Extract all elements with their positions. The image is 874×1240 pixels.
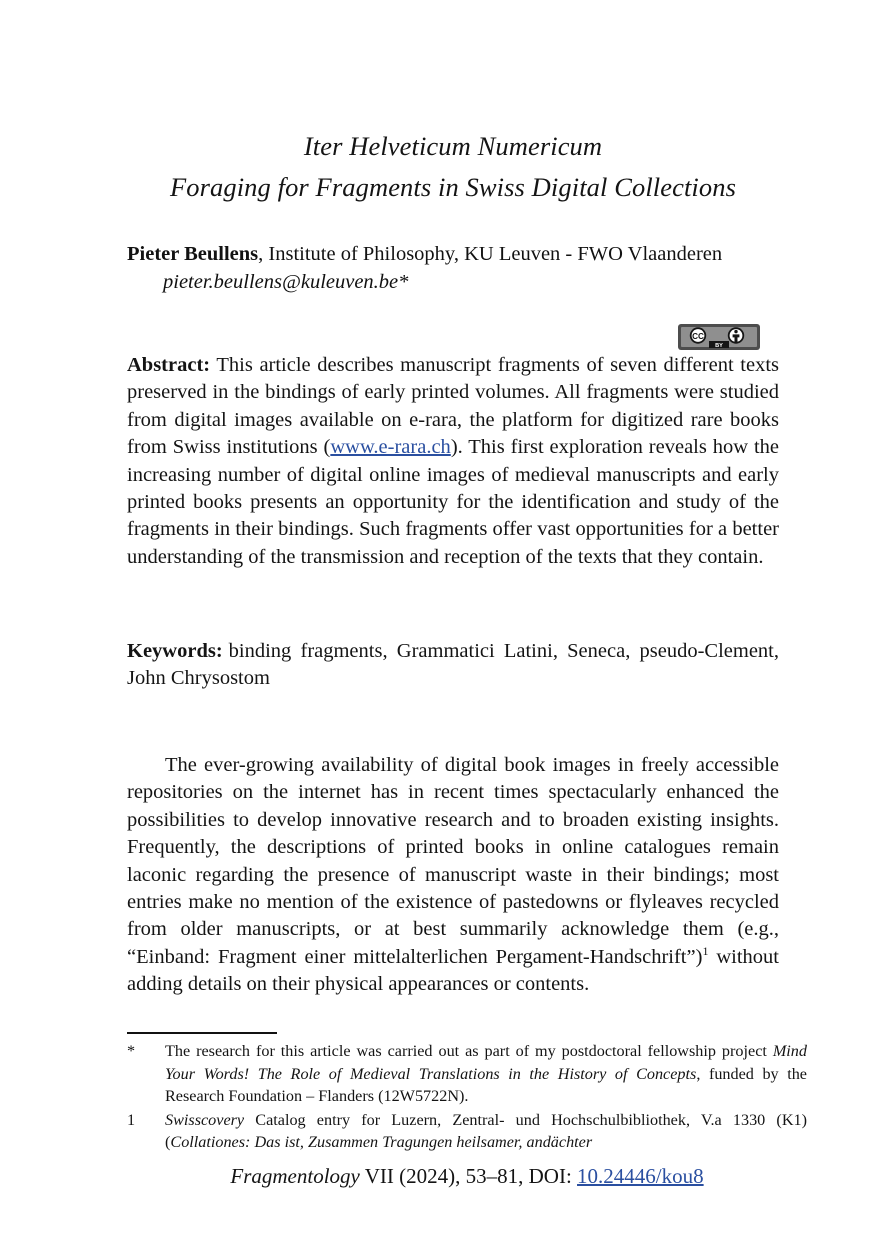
e-rara-link[interactable]: www.e-rara.ch	[330, 436, 451, 459]
footnote-text-part2: , funded by the Research Foundation – Flanders (12W5722N).	[165, 1064, 807, 1106]
body-text-part2: without adding details on their physical appearances or contents.	[127, 945, 779, 996]
body-paragraph	[127, 752, 779, 999]
keywords-section	[127, 638, 779, 693]
footnote-marker: 1	[127, 1110, 136, 1129]
author-affiliation-line	[127, 240, 779, 268]
doi-link[interactable]: 10.24446/kou8	[577, 1164, 704, 1188]
page-title	[127, 126, 779, 208]
author-affiliation: , Institute of Philosophy, KU Leuven - FWO Vlaanderen	[258, 243, 723, 265]
abstract-text-part2: ). This first exploration reveals how the increasing number of digital online images of medieval manuscripts and early printed books presents an opportunity for the identification and study of the fragments in their bindings. Such fragments offer vast opportunities for a better understanding of the transmission and reception of the texts that they contain.	[127, 436, 779, 568]
footer-citation: VII (2024), 53–81, DOI:	[359, 1164, 578, 1188]
author-email: pieter.beullens@kuleuven.be*	[163, 271, 409, 293]
body-text-part1: The ever-growing availability of digital book images in freely accessible repositories on the internet has in recent times spectacularly enhanced the possibilities to develop innovative research and to broaden existing insights. Frequently, the descriptions of printed books in online catalogues remain laconic regarding the presence of manuscript waste in their bindings; most entries make no mention of the existence of pastedowns or flyleaves recycled from older manuscripts, or at best summarily acknowledge them (e.g., “Einband: Fragment einer mittelalterlichen Pergament-Handschrift”)	[127, 754, 779, 968]
footnotes-section	[127, 1040, 807, 1155]
svg-text:BY: BY	[715, 343, 723, 349]
footnote-reference-1[interactable]: 1	[702, 944, 709, 959]
abstract-text-part1: This article describes manuscript fragments of seven different texts preserved in the bindings of early printed volumes. All fragments were studied from digital images available on e-rara, the platform for digitized rare books from Swiss institutions (	[127, 354, 779, 459]
page-footer	[127, 1161, 807, 1191]
footnote-1	[127, 1109, 807, 1154]
footnote-work-title: Collationes: Das ist, Zusammen Tragungen heilsamer, andächter	[170, 1133, 593, 1152]
abstract-section	[127, 352, 779, 571]
footnote-separator-rule	[127, 1032, 277, 1034]
footnote-text-part1: Catalog entry for Luzern, Zentral- und Hochschulbibliothek, V.a 1330 (K1) (	[165, 1110, 807, 1152]
footnote-marker: *	[127, 1042, 136, 1060]
cc-by-icon	[679, 325, 759, 349]
keywords-label: Keywords:	[127, 640, 223, 662]
svg-text:CC: CC	[692, 332, 704, 341]
journal-name: Fragmentology	[230, 1164, 360, 1188]
footnote-text-part1: The research for this article was carried out as part of my postdoctoral fellowship project	[165, 1042, 773, 1060]
keywords-list: binding fragments, Grammatici Latini, Seneca, pseudo-Clement, John Chrysostom	[127, 640, 779, 690]
abstract-label: Abstract:	[127, 354, 211, 376]
title-line-sub: Foraging for Fragments in Swiss Digital Collections	[169, 172, 737, 202]
footnote-project-title: Mind Your Words! The Role of Medieval Translations in the History of Concepts	[165, 1042, 807, 1083]
footnote-swisscovery: Swisscovery	[165, 1110, 245, 1129]
title-line-main: Iter Helveticum Numericum	[303, 131, 603, 161]
author-block	[127, 240, 779, 296]
cc-by-license-badge[interactable]	[678, 324, 760, 350]
footnote-asterisk	[127, 1040, 807, 1108]
author-name: Pieter Beullens	[127, 243, 259, 265]
